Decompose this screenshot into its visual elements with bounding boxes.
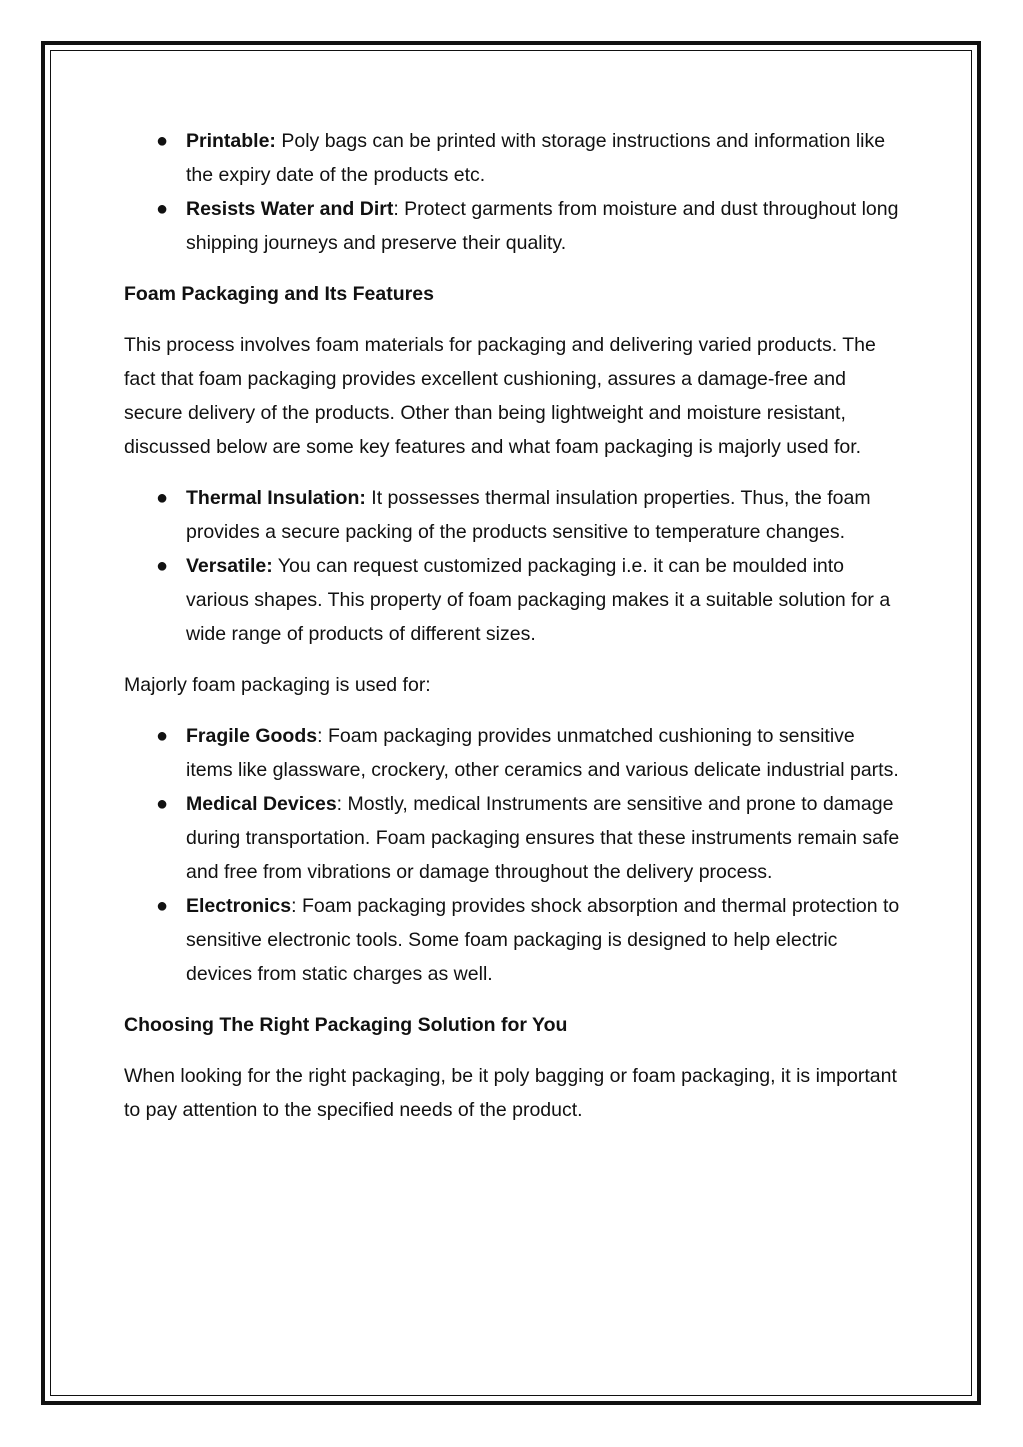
- bullet-icon: ●: [156, 198, 169, 220]
- list-item-text: It possesses thermal insulation properties. Thus, the foam provides a secure packing of the products sensitive to temperature changes.: [186, 487, 871, 543]
- bullet-icon: ●: [156, 487, 169, 509]
- bullet-icon: ●: [156, 793, 169, 815]
- list-item-term: Medical Devices: [186, 793, 337, 815]
- list-item-term: Fragile Goods: [186, 725, 318, 747]
- bullet-icon: ●: [156, 130, 169, 152]
- document-body: [124, 124, 904, 1144]
- list-item-text: : Protect garments from moisture and dust throughout long shipping journeys and preserve their quality.: [186, 198, 899, 254]
- list-item: [156, 787, 904, 889]
- list-item-text: : Mostly, medical Instruments are sensitive and prone to damage during transportation. Foam packaging ensures that these instruments remain safe and free from vibrations or damage throughout the delivery process.: [186, 793, 900, 883]
- section-heading-choosing: Choosing The Right Packaging Solution for You: [124, 1014, 568, 1036]
- bullet-icon: ●: [156, 555, 169, 577]
- bullet-list-poly-features: [124, 124, 904, 260]
- list-item: [156, 192, 904, 260]
- bullet-icon: ●: [156, 725, 169, 747]
- list-item: [156, 549, 904, 651]
- bullet-list-foam-features: [124, 481, 904, 651]
- list-item-text: : Foam packaging provides unmatched cushioning to sensitive items like glassware, crockery, other ceramics and various delicate industrial parts.: [186, 725, 899, 781]
- list-item-text: You can request customized packaging i.e. it can be moulded into various shapes. This property of foam packaging makes it a suitable solution for a wide range of products of different sizes.: [186, 555, 891, 645]
- list-item-term: Printable:: [186, 130, 276, 152]
- list-item: [156, 481, 904, 549]
- paragraph-choosing: When looking for the right packaging, be it poly bagging or foam packaging, it is important to pay attention to the specified needs of the product.: [124, 1065, 897, 1121]
- list-item: [156, 124, 904, 192]
- list-item: [156, 889, 904, 991]
- bullet-icon: ●: [156, 895, 169, 917]
- paragraph-foam-intro: This process involves foam materials for packaging and delivering varied products. The fact that foam packaging provides excellent cushioning, assures a damage-free and secure delivery of the products. Other than being lightweight and moisture resistant, discussed below are some key features and what foam packaging is majorly used for.: [124, 334, 876, 458]
- bullet-list-foam-uses: [124, 719, 904, 991]
- list-item: [156, 719, 904, 787]
- list-item-term: Thermal Insulation:: [186, 487, 366, 509]
- list-item-term: Electronics: [186, 895, 292, 917]
- list-item-text: Poly bags can be printed with storage instructions and information like the expiry date of the products etc.: [186, 130, 886, 186]
- list-item-text: : Foam packaging provides shock absorption and thermal protection to sensitive electronic tools. Some foam packaging is designed to help electric devices from static charges as well.: [186, 895, 900, 985]
- list-item-term: Resists Water and Dirt: [186, 198, 394, 220]
- paragraph-foam-uses: Majorly foam packaging is used for:: [124, 674, 431, 696]
- section-heading-foam: Foam Packaging and Its Features: [124, 283, 434, 305]
- list-item-term: Versatile:: [186, 555, 273, 577]
